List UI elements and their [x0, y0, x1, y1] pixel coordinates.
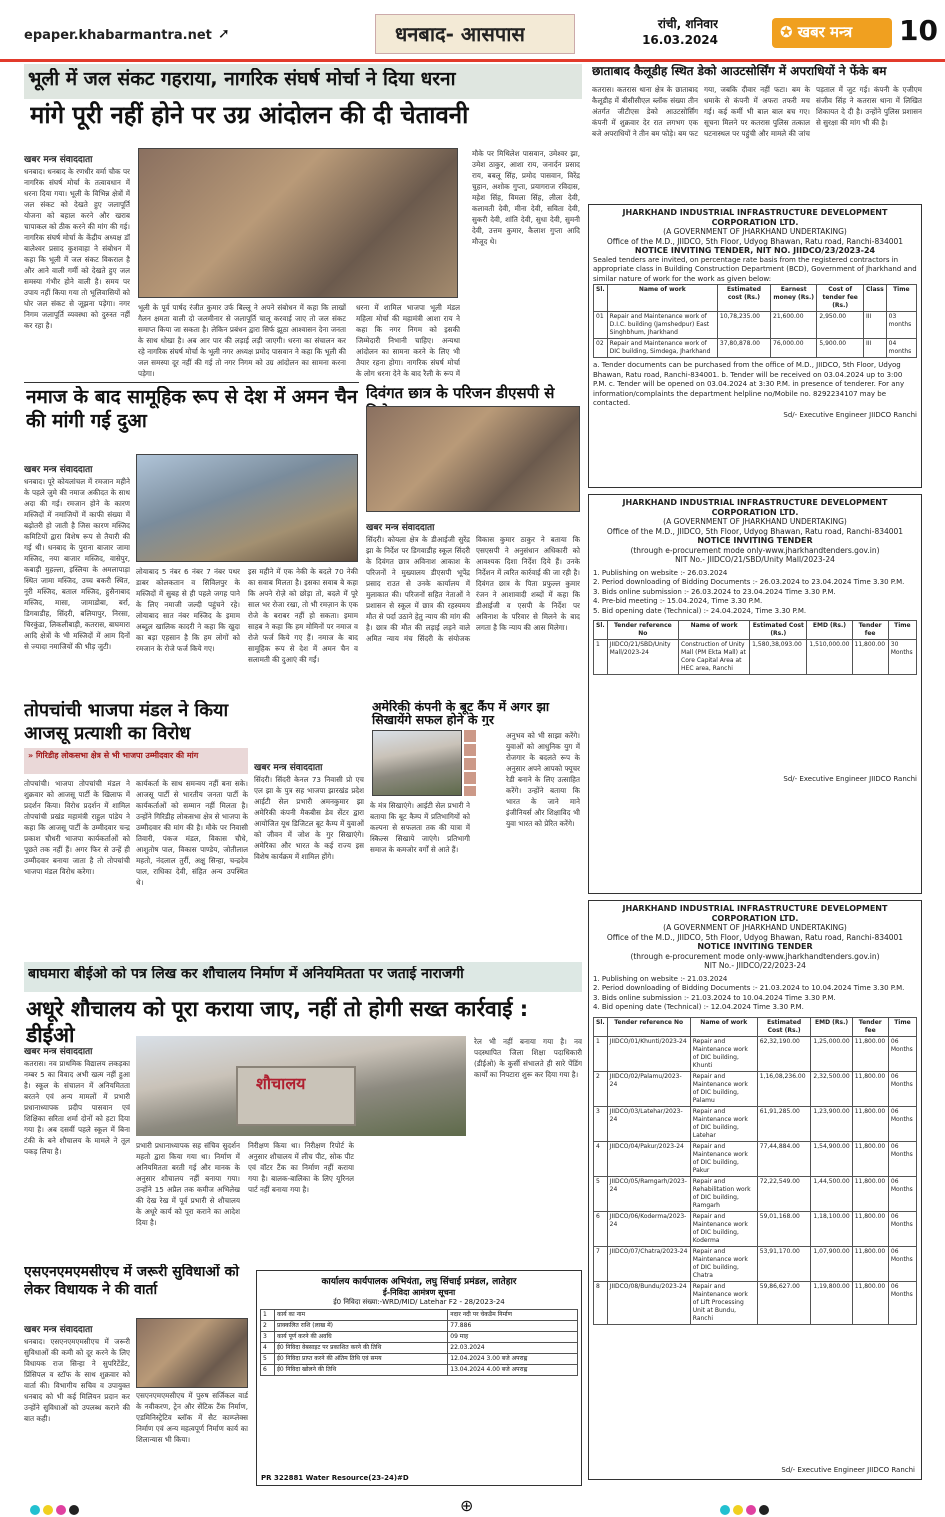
table-cell: 5	[261, 1354, 275, 1365]
tender1-sign: Sd/- Executive Engineer JIIDCO Ranchi	[783, 410, 917, 419]
story1-title: मांगे पूरी नहीं होने पर उग्र आंदोलन की दी चेतावनी	[30, 101, 469, 129]
table-cell: 11,800.00	[852, 1176, 888, 1211]
tender2-addr: Office of the M.D., JIIDCO, 5th Floor, Udyog Bhawan, Ratu road, Ranchi-834001	[606, 526, 904, 536]
table-row	[261, 1332, 578, 1343]
page-number: 10	[899, 14, 938, 47]
story2-col1: धनबाद। पूरे कोयलांचल में रमजान महीने के पहले जुमे की नमाज अकीदत के साथ अदा की गई। रमजान होने के कारण मस्जिदों में नमाजियों में काफी संख्या में बढ़ोतरी हो जाती है जिस कारण मस्जिद कमिटियों द्वारा विशेष रूप से तैयारी की गई थी। धनबाद के पुराना बाजार जामा मस्जिद, नया बाजार मस्जिद, वासेपुर, कबाड़ी मुहल्ला, इस्लिया के अमलापाड़ा स्थित जामा मस्जिद, उच्च बकरी स्थित, नूरी मस्जिद, बताल मस्जिद, हुसैनाबाद मस्जिद, मासा, जामाडोबा, बर्रा, डिगवाडीह, सिंदरी, बलियापुर, निरसा, चिरकुंडा, लिकलीबाड़ी, कतरास, बाघमारा आदि क्षेत्रों के भी मस्जिदों में आम दिनों से ज्यादा नमाजियों की भीड़ जुटी।	[24, 477, 130, 651]
brand-logo	[772, 18, 892, 48]
ad-table	[260, 1309, 578, 1376]
day-label: रांची, शनिवार	[657, 17, 718, 31]
tender1-title: NOTICE INVITING TENDER, NIT NO. JIIDCO/23/2023-24	[634, 246, 876, 255]
site-url[interactable]: epaper.khabarmantra.net	[24, 28, 212, 43]
ad-office: कार्यालय कार्यपालक अभियंता, लघु सिंचाई प्रमंडल, लातेहार	[321, 1277, 517, 1287]
table-cell: 11,800.00	[852, 1071, 888, 1106]
story7-col1: धनबाद। एसएनएमएमसीएच में जरूरी सुविधाओं की कमी को दूर करने के लिए विधायक राज सिन्हा ने सुपरिटेंडेंट, प्रिंसिपल व स्टॉफ के साथ शुक्रवार को वार्ता की। विभागीय सचिव व उपायुक्त धनबाद को भी कई मिलियन प्रदान कर उन्होंने सुविधाओं को उपलब्ध कराने की बात कही।	[24, 1337, 130, 1423]
table-cell: 06 Months	[888, 1281, 916, 1324]
story6-kicker: बाघमारा बीईओ को पत्र लिख कर शौचालय निर्माण में अनियमितता पर जताई नाराजगी	[28, 966, 464, 982]
tender2-gov: (A GOVERNMENT OF JHARKHAND UNDERTAKING)	[663, 517, 847, 526]
tender2-sub: (through e-procurement mode only-www.jharkhandtenders.gov.in)	[630, 545, 880, 555]
story4-badge	[24, 748, 248, 774]
table-cell: 3	[261, 1332, 275, 1343]
table-cell: JIIDCO/07/Chatra/2023-24	[607, 1246, 690, 1281]
table-cell: 6	[261, 1365, 275, 1376]
story6-col2: प्रभारी प्रधानाध्यापक सह संचिव सुदर्शन महतो द्वारा किया गया था। निर्माण में अनियमितता बरती गई और मानक के अनुसार शौचालय नहीं बनाया गया। उन्होंने 15 अप्रैल तक कमीज अभिलेख की देख रेख में पूर्व प्रभारी से शौचालय के अधूरे कार्य को पूरा कराने का आदेश दिया है।	[136, 1141, 240, 1227]
table-cell: 61,91,285.00	[757, 1106, 811, 1141]
schedule-item: 4. Pre-bid meeting :- 15.04.2024, Time 3.30 P.M.	[593, 597, 763, 605]
table-row	[594, 640, 917, 675]
table-cell: 06 Months	[888, 1036, 916, 1071]
page-footer	[0, 1494, 945, 1517]
story6-photo	[136, 1036, 466, 1136]
table-cell: JIIDCO/08/Bundu/2023-24	[607, 1281, 690, 1324]
schedule-item: 4. Bid opening date (Technical) :- 12.04.2024 Time 3.30 P.M.	[593, 1003, 804, 1011]
table-row	[594, 1176, 917, 1211]
table-cell: 01	[594, 312, 608, 339]
tender3-dates	[593, 975, 917, 1013]
table-cell: 11,800.00	[852, 1036, 888, 1071]
story1-col1: धनबाद। धनबाद के रणधीर वर्मा चौक पर नागरिक संघर्ष मोर्चा के तत्वावधान में धरना दिया गया। भूली के विभिन्न क्षेत्रों में जल संकट को देखते हुए जलापूर्ति योजना को बहाल करने और खराब चापाकल को ठीक करने की मांग की गई। नागरिक संघर्ष मोर्चा के केंद्रीय अध्यक्ष डॉ बालेश्वर प्रसाद कुशवाहा ने संबोधन में कहा कि भूली में जल संकट विकराल है और आने वाली गर्मी को देखते हुए जल समस्या गंभीर होने वाली है। समय पर उपाय नहीं किया गया तो भूलिवासियों को घोर जल संकट से जूझना पड़ेगा। नगर निगम जलापूर्ति व्यवस्था को दुरुस्त नहीं कर रहा है।	[24, 167, 130, 330]
story1-col2: भूली के पूर्व पार्षद रंजीत कुमार उर्फ बिल्लू ने अपने संबोधन में कहा कि लाखों गैलन क्षमता वाली दो जलमीनार से जलापूर्ति चालू करवाई जाए तो जल संकट समाप्त किया जा सकता है। लेकिन प्रबंधन द्वारा सिर्फ झूठा आश्वासन देना जनता के साथ धोखा है। अब आर पार की लड़ाई लड़ी जाएगी। धरना का संचालन कर रहे नागरिक संघर्ष मोर्चा के भूली नगर अध्यक्ष प्रमोद पासवान ने कहा कि भूली की जल समस्या दूर नहीं की गई तो नगर निगम को उग्र आंदोलन का सामना करना पड़ेगा।	[138, 303, 346, 378]
table-cell: Repair and Rehabilitation work of DIC building, Ramgarh	[690, 1176, 757, 1211]
crosshair-icon: ⊕	[460, 1496, 474, 1515]
tender2-org: JHARKHAND INDUSTRIAL INFRASTRUCTURE DEVELOPMENT CORPORATION LTD.	[622, 498, 888, 517]
table-cell: JIIDCO/02/Palamu/2023-24	[607, 1071, 690, 1106]
table-row	[594, 312, 917, 339]
table-row	[261, 1354, 578, 1365]
tender1-table: Sl. Name of work Estimated cost (Rs.) Earnest money (Rs.) Cost of tender fee (Rs.) Class Time 01 Repair and Maintenance work of D.I.C. building (Jamshedpur) East Singhbhum, Jharkhand 10,78,235.00 21,600.00 2,950.00 III 03 months 02 Repair and Maintenance work of DIC building, Simdega, Jharkhand 37,80,878.00 76,000.00 5,900.00 III 04 months	[593, 284, 917, 358]
table-cell: JIIDCO/06/Koderma/2023-24	[607, 1211, 690, 1246]
story3-byline: खबर मन्त्र संवाददाता	[366, 523, 435, 533]
story3-title: दिवंगत छात्र के परिजन डीएसपी से	[366, 384, 555, 402]
table-cell: नदार नदी पर चेकडैम निर्माण	[448, 1310, 578, 1321]
table-cell: 11,800.00	[852, 1281, 888, 1324]
table-row	[261, 1310, 578, 1321]
table-cell: JIIDCO/04/Pakur/2023-24	[607, 1141, 690, 1176]
table-row	[594, 1281, 917, 1324]
color-registration-dot	[56, 1505, 66, 1515]
table-cell: 06 Months	[888, 1246, 916, 1281]
table-cell: III	[864, 339, 887, 358]
color-registration-dot	[733, 1505, 743, 1515]
table-cell: 1,18,100.00	[811, 1211, 852, 1246]
color-registration-dot	[759, 1505, 769, 1515]
table-row	[594, 1071, 917, 1106]
table-cell: 06 Months	[888, 1141, 916, 1176]
schedule-item: 5. Bid opening date (Technical) :- 24.04.2024, Time 3.30 P.M.	[593, 606, 807, 615]
right-story-body: कतरास। कतरास थाना क्षेत्र के छाताबाद कैलूडीह में बीसीसीएल ब्लॉक संख्या तीन अंतर्गत जीटीएस डेको आउटसोर्सिंग कंपनी में शुक्रवार देर रात लगभग एक बजे अपराधियों ने तीन बम फोड़े। बम फट गया, जबकि दीवार नहीं फटा। बम के धमाके से कंपनी में अफरा तफरी मच गई। कई कर्मी भी बाल बाल बच गए। सूचना मिलने पर कतरास पुलिस तत्काल घटनास्थल पर पहुंची और मामले की जांच पड़ताल में जुट गई। कंपनी के एजीएम संजीव सिंह ने कतरास थाना में लिखित शिकायत दे दी है। उन्होंने पुलिस प्रशासन से सुरक्षा की मांग भी की है।	[592, 85, 922, 138]
schedule-item: 1. Publishing on website :- 26.03.2024	[593, 568, 728, 577]
table-cell: 13.04.2024 4.00 बजे अपराह्न	[448, 1365, 578, 1376]
table-cell: कार्य का नाम	[274, 1310, 447, 1321]
tender-notice-3	[588, 900, 922, 1480]
table-cell: ई0 निविदा खोलने की तिथि	[274, 1365, 447, 1376]
story6-col3: निरीक्षण किया था। निरीक्षण रिपोर्ट के अनुसार शौचालय में लीच पीट, सोक पीट एवं वॉटर टैंक का निर्माण नहीं कराया गया है। बालक-बालिका के लिए यूरिनल पार्ट नहीं बनाया गया है।	[248, 1141, 354, 1194]
tender3-nit: NIT No.- JIIDCO/22/2023-24	[704, 961, 806, 970]
story2-title: नमाज के बाद सामूहिक रूप से देश में अमन चैन की मांगी गई दुआ	[26, 386, 358, 432]
story1-photo	[138, 148, 458, 298]
table-cell: Repair and Maintenance work of DIC building, Pakur	[690, 1141, 757, 1176]
table-cell: 1,23,900.00	[811, 1106, 852, 1141]
table-cell: Construction of Unity Mall (PM Ekta Mall) at Core Capital Area at HEC area, Ranchi	[679, 640, 750, 675]
table-cell: 1,510,000.00	[807, 640, 852, 675]
story5-title: अमेरिकी कंपनी के बूट कैंप में अगर झा सिखायेंगे सफल होने के गुर	[254, 700, 582, 726]
story4-badge-text: गिरिडीह लोकसभा क्षेत्र से भी भाजपा उम्मीदवार की मांग	[35, 751, 199, 760]
cursor-icon: ➚	[218, 26, 230, 42]
table-cell: JIIDCO/05/Ramgarh/2023-24	[607, 1176, 690, 1211]
story4-title: तोपचांची भाजपा मंडल ने किया आजसू प्रत्याशी का विरोध	[24, 700, 229, 744]
story5-photo	[372, 730, 462, 796]
table-cell: Repair and Maintenance work of DIC building, Simdega, Jharkhand	[607, 339, 717, 358]
tender1-intro: Sealed tenders are invited, on percentage rate basis from the registered contractors in appropriate class in Building Construction Department (BCD), Government of Jharkhand and similar nature of work for the work as given below:	[593, 255, 917, 283]
story5-byline: खबर मन्त्र संवाददाता	[254, 763, 323, 773]
logo-icon: ✪	[780, 23, 798, 41]
table-cell: 09 माह	[448, 1332, 578, 1343]
right-story-title: छाताबाद कैलूडीह स्थित डेको आउटसोर्सिंग में अपराधियों ने फेंके बम	[592, 64, 887, 78]
table-cell: प्राक्कलित राशि (लाख में)	[274, 1321, 447, 1332]
table-row	[261, 1343, 578, 1354]
table-cell: 1,44,500.00	[811, 1176, 852, 1211]
table-cell: 76,000.00	[771, 339, 817, 358]
section-title: धनबाद- आसपास	[395, 22, 525, 46]
table-cell: 5,900.00	[817, 339, 864, 358]
table-cell: 77.886	[448, 1321, 578, 1332]
color-registration-dot	[720, 1505, 730, 1515]
table-cell: 4	[594, 1141, 608, 1176]
table-cell: 59,86,627.00	[757, 1281, 811, 1324]
divider	[24, 382, 359, 383]
tender3-addr: Office of the M.D., JIIDCO, 5th Floor, Udyog Bhawan, Ratu road, Ranchi-834001	[606, 932, 904, 942]
dateline	[628, 16, 718, 48]
table-cell: 62,32,190.00	[757, 1036, 811, 1071]
story4-col1: तोपचांची। भाजपा तोपचांची मंडल ने शुक्रवार को आजसू पार्टी के खिलाफ में प्रदर्शन किया। विरोध प्रदर्शन में शामिल तोपचांची प्रखंड महामंत्री राहुल पांडेय ने कहा कि आजसू पार्टी के उम्मीदवार चन्द्र प्रकाश चौधरी भाजपा कार्यकर्ताओं को पूछते तक नहीं हैं। अगर फिर से उन्हें ही उम्मीदवार बनाया जाता है तो तोपचांची भाजपा मंडल विरोध करेगा।	[24, 779, 130, 876]
tender3-title: NOTICE INVITING TENDER	[697, 942, 813, 951]
table-cell: 02	[594, 339, 608, 358]
table-cell: JIIDCO/01/Khunti/2023-24	[607, 1036, 690, 1071]
table-cell: कार्य पूर्ण करने की अवधि	[274, 1332, 447, 1343]
color-registration-dot	[746, 1505, 756, 1515]
schedule-item: 1. Publishing on website :- 21.03.2024	[593, 974, 728, 983]
table-cell: 7	[594, 1246, 608, 1281]
story6-col4: रेल भी नहीं बनाया गया है। नव पदस्थापित जिला शिक्षा पदाधिकारी (डीईओ) के कुर्सी संभालते ही सारे पेंडिंग कार्यों का निपटारा शुरू कर दिया गया है।	[474, 1037, 582, 1079]
table-cell: 2,950.00	[817, 312, 864, 339]
tender3-gov: (A GOVERNMENT OF JHARKHAND UNDERTAKING)	[663, 923, 847, 932]
table-cell: ई0 निविदा वेबसाइट पर प्रकाशित करने की तिथि	[274, 1343, 447, 1354]
tender2-title: NOTICE INVITING TENDER	[697, 536, 813, 545]
story6-byline: खबर मन्त्र संवाददाता	[24, 1047, 93, 1057]
story3-photo	[366, 406, 580, 512]
color-registration-dot	[69, 1505, 79, 1515]
latehar-tender-ad	[256, 1270, 582, 1486]
story7-title: एसएनएमएमसीएच में जरूरी सुविधाओं को लेकर विधायक ने की वार्ता	[24, 1264, 239, 1298]
table-cell: 1	[594, 1036, 608, 1071]
table-row	[261, 1365, 578, 1376]
story7-photo	[136, 1318, 248, 1388]
table-cell: 06 Months	[888, 1176, 916, 1211]
story2-photo	[136, 454, 358, 562]
date-label: 16.03.2024	[642, 33, 718, 47]
story1-col4: मौके पर मिथिलेश पासवान, उमेश्वर झा, उमेश ठाकुर, आशा राय, जनार्दन प्रसाद राय, बबलू सिंह, प्रमोद पासवान, विरेंद्र चुहान, अशोक गुप्ता, प्रयागराज रविदास, महेश सिंह, विमला सिंह, लीला देवी, कलावती देवी, मीना देवी, सविता देवी, सुकरी देवी, शांति देवी, सुधा देवी, सुमनी देवी, उत्तम कुमार, कैलाश गुप्ता आदि मौजूद थे।	[472, 149, 580, 246]
table-cell: JIIDCO/21/SBD/Unity Mall/2023-24	[607, 640, 678, 675]
table-cell: 11,800.00	[852, 1246, 888, 1281]
table-cell: Repair and Maintenance work of DIC building, Palamu	[690, 1071, 757, 1106]
story1-col3: धरना में शामिल भाजपा भूली मंडल महिला मोर्चा की महामंत्री आशा राय ने कहा कि नगर निगम को इसकी जिम्मेदारी निभानी चाहिए। अन्यथा आंदोलन का सामना करने के लिए भी तैयार रहना होगा। नागरिक संघर्ष मोर्चा के लोग धरना देने के बाद रैली के रूप में	[356, 303, 460, 378]
story5-col1: सिंदरी। सिंदरी केनल 73 निवासी प्रो एच एल झा के पुत्र सह भाजपा झारखंड प्रदेश आईटी सेल प्रभारी अमनकुमार झा अमेरिकी कंपनी मैकबीस डेव सेंटर द्वारा आयोजित यूथ डिजिटल बूट कैम्प में युवाओं को जीवन में जोश के गुर सिखाएंगे। अमेरिका और भारत के कई राज्य इस विशेष कार्यक्रम में शामिल होंगे।	[254, 775, 364, 861]
story2-byline: खबर मन्त्र संवाददाता	[24, 465, 93, 475]
table-cell: 11,800.00	[852, 1106, 888, 1141]
ad-footer: PR 322881 Water Resource(23-24)#D	[261, 1474, 409, 1482]
table-cell: 3	[594, 1106, 608, 1141]
story6-col1: कतरास। नव प्राथमिक विद्यालय लकड़का नम्बर 5 का विवाद अभी खत्म नहीं हुआ है। स्कूल के संचालन में अनियमितता बरतने एवं अन्य मामलों में प्रभारी प्रधानाध्यापक प्रदीप पासवान एवं शिक्षिका सरिता शर्मा दोनों को हटा दिया गया है। अब दसवीं पहले स्कूल में बिना टंकी के बने शौचालय के मामले ने तूल पकड़ लिया है।	[24, 1059, 130, 1156]
table-cell: 03 months	[886, 312, 916, 339]
tender2-table: Sl. Tender reference No Name of work Estimated Cost (Rs.) EMD (Rs.) Tender fee Time 1 JIIDCO/21/SBD/Unity Mall/2023-24 Construction of Unity Mall (PM Ekta Mall) at Core Capital Area at HEC area, Ranchi 1,580,38,093.00 1,510,000.00 11,800.00 30 Months	[593, 620, 917, 675]
tender-notice-2	[588, 494, 922, 894]
schedule-item: 3. Bids online submission :- 26.03.2024 to 23.04.2024 Time 3.30 P.M.	[593, 587, 836, 596]
tender2-nit: NIT No.- JIIDCO/21/SBD/Unity Mall/2023-24	[675, 555, 835, 564]
tender1-gov: (A GOVERNMENT OF JHARKHAND UNDERTAKING)	[663, 227, 847, 236]
table-cell: Repair and Maintenance work of DIC building, Koderma	[690, 1211, 757, 1246]
story4-col2: कार्यकर्ता के साथ समन्वय नहीं बना सके। आजसू पार्टी से भारतीय जनता पार्टी के कार्यकर्ताओं को सम्मान नहीं मिलता है। उन्होंने गिरिडीह लोकसभा क्षेत्र से भाजपा के उम्मीदवार की मांग की है। मौके पर निवासी तिवारी, पंकज मंडल, विकास चौधे, आशुतोष पाल, विकास पाण्डेय, जोतीलाल महतो, नंदलाल तुर्री, अक्षु सिन्हा, चन्द्रदेव पाल, राधिका देवी, संहित अन्य उपस्थित थे।	[136, 779, 248, 887]
color-registration-dot	[30, 1505, 40, 1515]
story5-col2: के मंत्र सिखाएंगे। आईटी सेल प्रभारी ने बताया कि बूट कैम्प में प्रतिभागियों को कल्पना से सफलता तक की यात्रा में स्किल्स सिखाये जाएंगे। प्रतिभागी समाज के कमजोर वर्गों से आते हैं।	[370, 801, 470, 854]
table-cell: 1,19,800.00	[811, 1281, 852, 1324]
story1-byline: खबर मन्त्र संवाददाता	[24, 155, 93, 165]
table-cell: 04 months	[886, 339, 916, 358]
table-row	[594, 339, 917, 358]
table-cell: 06 Months	[888, 1106, 916, 1141]
ad-notice: ई-निविदा आमंत्रण सूचना	[382, 1288, 456, 1297]
table-cell: 22.03.2024	[448, 1343, 578, 1354]
table-cell: 1	[594, 640, 608, 675]
story1-kicker: भूली में जल संकट गहराया, नागरिक संघर्ष मोर्चा ने दिया धरना	[28, 68, 456, 90]
table-row	[594, 1211, 917, 1246]
table-cell: 59,01,168.00	[757, 1211, 811, 1246]
table-cell: 1,07,900.00	[811, 1246, 852, 1281]
tender3-org: JHARKHAND INDUSTRIAL INFRASTRUCTURE DEVELOPMENT CORPORATION LTD.	[622, 904, 888, 923]
tender3-sign: Sd/- Executive Engineer JIIDCO Ranchi	[781, 1465, 915, 1474]
table-cell: 11,800.00	[852, 640, 888, 675]
story7-byline: खबर मन्त्र संवाददाता	[24, 1325, 93, 1335]
table-cell: 12.04.2024 3.00 बजे अपराह्न	[448, 1354, 578, 1365]
schedule-item: 2. Period downloading of Bidding Documents :- 21.03.2024 to 10.04.2024 Time 3.30 P.M.	[593, 984, 905, 992]
table-row	[594, 1036, 917, 1071]
color-marks-right	[720, 1500, 772, 1517]
story2-col3: इस महीने में एक नेकी के बदले 70 नेकी का सवाब मिलता है। इसका सवाब बे कहा कि अपने रोज़े को छोड़ा तो, बदले में पूरे साल भर रोजा रखा, तो भी रमज़ान के एक रोजे के बराबर नहीं हो सकता। इमाम साहब ने कहा कि हम मोमिनों पर नमाज व रोजे फर्ज किये गए हैं। नमाज के बाद सामूहिक रूप से देश में अमन चैन व सलामती की दुआएं की गईं।	[248, 567, 358, 664]
table-cell: 2	[594, 1071, 608, 1106]
table-cell: Repair and Maintenance work of DIC building, Khunti	[690, 1036, 757, 1071]
table-row	[594, 1106, 917, 1141]
table-cell: 6	[594, 1211, 608, 1246]
chevron-right-icon: »	[28, 751, 36, 760]
tender2-sign: Sd/- Executive Engineer JIIDCO Ranchi	[783, 775, 917, 783]
table-cell: 72,22,549.00	[757, 1176, 811, 1211]
table-cell: 11,800.00	[852, 1141, 888, 1176]
tender3-sub: (through e-procurement mode only-www.jharkhandtenders.gov.in)	[630, 951, 880, 961]
table-cell: 77,44,884.00	[757, 1141, 811, 1176]
story6-title: अधूरे शौचालय को पूरा कराया जाए, नहीं तो होगी सख्त कार्रवाई : डीईओ	[26, 997, 529, 1048]
table-cell: Repair and Maintenance work of D.I.C. building (Jamshedpur) East Singhbhum, Jharkhand	[607, 312, 717, 339]
schedule-item: 3. Bids online submission :- 21.03.2024 to 10.04.2024 Time 3.30 P.M.	[593, 993, 836, 1002]
table-cell: 37,80,878.00	[717, 339, 770, 358]
table-cell: 1,54,900.00	[811, 1141, 852, 1176]
table-cell: 1,25,000.00	[811, 1036, 852, 1071]
table-cell: 1	[261, 1310, 275, 1321]
story3-body: सिंदरी। कोयला क्षेत्र के डीआईजी सुरेंद्र झा के निर्देश पर डिगवाडीह स्कूल सिंदरी के दिवंगत छात्र अविनाश आकाश के परिजनों ने मुख्यालय डीएसपी भूपेंद्र प्रसाद राउत से उनके कार्यालय में मुलाकात की। परिजनों सहित नेताओं ने प्रशासन से स्कूल में छात्र की रहस्यमय मौत से पर्दा उठाने हेतु न्याय की मांग की है। छात्र की मौत की लड़ाई लड़ने वाले अमित न्याय मंच सिंदरी के संयोजक विकास कुमार ठाकुर ने बताया कि एसएसपी ने अनुसंधान अधिकारी को आवश्यक दिशा निर्देश दिये हैं। उनके निर्देशन में त्वरित कार्रवाई की जा रही है। दिवंगत छात्र के पिता प्रफुल्ल कुमार रंजन ने आशावादी शब्दों में कहा कि डीआईजी व एसपी के निर्देश पर अविनाश के परिवार से मिलने के बाद लगता है कि न्याय की आस मिलेगा।	[366, 535, 580, 643]
table-row	[261, 1321, 578, 1332]
story5-col3: अनुभव को भी साझा करेंगे। युवाओं को आधुनिक युग में रोजगार के बदलते रूप के अनुसार अपने आपको फ्यूचर रेडी बनाने के लिए उत्साहित करेंगे। उन्होंने बताया कि भारत के जाने माने इंजीनियर्स और शिक्षाविद भी युवा भारत को प्रेरित करेंगे।	[476, 730, 580, 948]
color-marks-left	[30, 1500, 82, 1517]
table-row	[594, 1246, 917, 1281]
table-cell: Repair and Maintenance work of Lift Processing Unit at Bundu, Ranchi	[690, 1281, 757, 1324]
table-cell: III	[864, 312, 887, 339]
table-cell: 10,78,235.00	[717, 312, 770, 339]
table-cell: 5	[594, 1176, 608, 1211]
story7-col2: एसएनएमएमसीएच में पुरुष सर्जिकल वार्ड के नवीकरण, ट्रेन और सेंटिक टैंक निर्माण, एडमिनिस्ट्रेटिव ब्लॉक में सैट काम्प्लेक्स निर्माण एवं अन्य महत्वपूर्ण निर्माण कार्य का शिलान्यास भी किया।	[136, 1391, 248, 1444]
schedule-item: 2. Period downloading of Bidding Documents :- 26.03.2024 to 23.04.2024 Time 3.30 P.M.	[593, 578, 905, 586]
table-row	[594, 1141, 917, 1176]
tender1-addr: Office of the M.D., JIIDCO, 5th Floor, Udyog Bhawan, Ratu road, Ranchi-834001	[606, 236, 904, 246]
table-cell: Repair and Maintenance work of DIC building, Chatra	[690, 1246, 757, 1281]
table-cell: 21,600.00	[771, 312, 817, 339]
table-cell: 06 Months	[888, 1211, 916, 1246]
table-cell: 8	[594, 1281, 608, 1324]
brand-name: खबर मन्त्र	[797, 23, 853, 41]
tender3-table: Sl. Tender reference No Name of work Estimated Cost (Rs.) EMD (Rs.) Tender fee Time 1 JIIDCO/01/Khunti/2023-24 Repair and Maintenance work of DIC building, Khunti 62,32,190.00 1,25,000.00 11,800.00 06 Months 2 JIIDCO/02/Palamu/2023-24 Repair and Maintenance work of DIC building, Palamu 1,16,08,236.00 2,32,500.00 11,800.00 06 Months 3 JIIDCO/03/Latehar/2023-24 Repair and Maintenance work of DIC building, Latehar 61,91,285.00 1,23,900.00 11,800.00 06 Months 4 JIIDCO/04/Pakur/2023-24 Repair and Maintenance work of DIC building, Pakur 77,44,884.00 1,54,900.00 11,800.00 06 Months 5 JIIDCO/05/Ramgarh/2023-24 Repair and Rehabilitation work of DIC building, Ramgarh 72,22,549.00 1,44,500.00 11,800.00 06 Months 6 JIIDCO/06/Koderma/2023-24 Repair and Maintenance work of DIC building, Koderma 59,01,168.00 1,18,100.00 11,800.00 06 Months 7 JIIDCO/07/Chatra/2023-24 Repair and Maintenance work of DIC building, Chatra 53,91,170.00 1,07,900.00 11,800.00 06 Months 8 JIIDCO/08/Bundu/2023-24 Repair and Maintenance work of Lift Processing Unit at Bundu, Ranchi 59,86,627.00 1,19,800.00 11,800.00 06 Months	[593, 1017, 917, 1325]
table-cell: ई0 निविदा प्राप्त करने की अंतिम तिथि एवं समय	[274, 1354, 447, 1365]
table-cell: 1,580,38,093.00	[750, 640, 807, 675]
table-cell: 4	[261, 1343, 275, 1354]
table-cell: JIIDCO/03/Latehar/2023-24	[607, 1106, 690, 1141]
tender2-dates	[593, 569, 917, 617]
tender1-org: JHARKHAND INDUSTRIAL INFRASTRUCTURE DEVELOPMENT CORPORATION LTD.	[622, 208, 888, 227]
table-cell: 53,91,170.00	[757, 1246, 811, 1281]
color-registration-dot	[43, 1505, 53, 1515]
story2-col2: लोयाबाद 5 नंबर 6 नंबर 7 नंबर पथर डाबर कोलकतान व सिविलपुर के मस्जिदों में सुबह से ही पहले जगह पाने के लिए नमाजी जल्दी पहुंचने रहे। लोयाबाद सात नंबर मस्जिद के इमाम अब्दुल खालिक कादरी ने कहा कि खुदा का बड़ा एहसान है कि हम लोगों को रमजान के रोजे फर्ज किये गए।	[136, 567, 240, 653]
tender1-notes: a. Tender documents can be purchased from the office of M.D., JIIDCO, 5th Floor, Udyog Bhawan, Ratu road, Ranchi-834001. b. Tender will be received on 03.04.2024 up to 3:00 P.M. c. Tender will be opened on 03.04.2024 at 3:30 P.M. in presence of tenderer. For any information/complaints the department helpline no/Mobile no. 8292234107 may be contacted.	[593, 361, 905, 407]
table-cell: Repair and Maintenance work of DIC building, Latehar	[690, 1106, 757, 1141]
table-cell: 2,32,500.00	[811, 1071, 852, 1106]
toilet-sign-text: शौचालय	[256, 1074, 306, 1093]
table-cell: 30 Months	[888, 640, 916, 675]
tender-notice-1	[588, 204, 922, 488]
table-cell: 11,800.00	[852, 1211, 888, 1246]
table-cell: 1,16,08,236.00	[757, 1071, 811, 1106]
ad-ref: ई0 निविदा संख्या:-WRD/MID/ Latehar F2 - 28/2023-24	[333, 1298, 505, 1306]
table-cell: 2	[261, 1321, 275, 1332]
table-cell: 06 Months	[888, 1071, 916, 1106]
